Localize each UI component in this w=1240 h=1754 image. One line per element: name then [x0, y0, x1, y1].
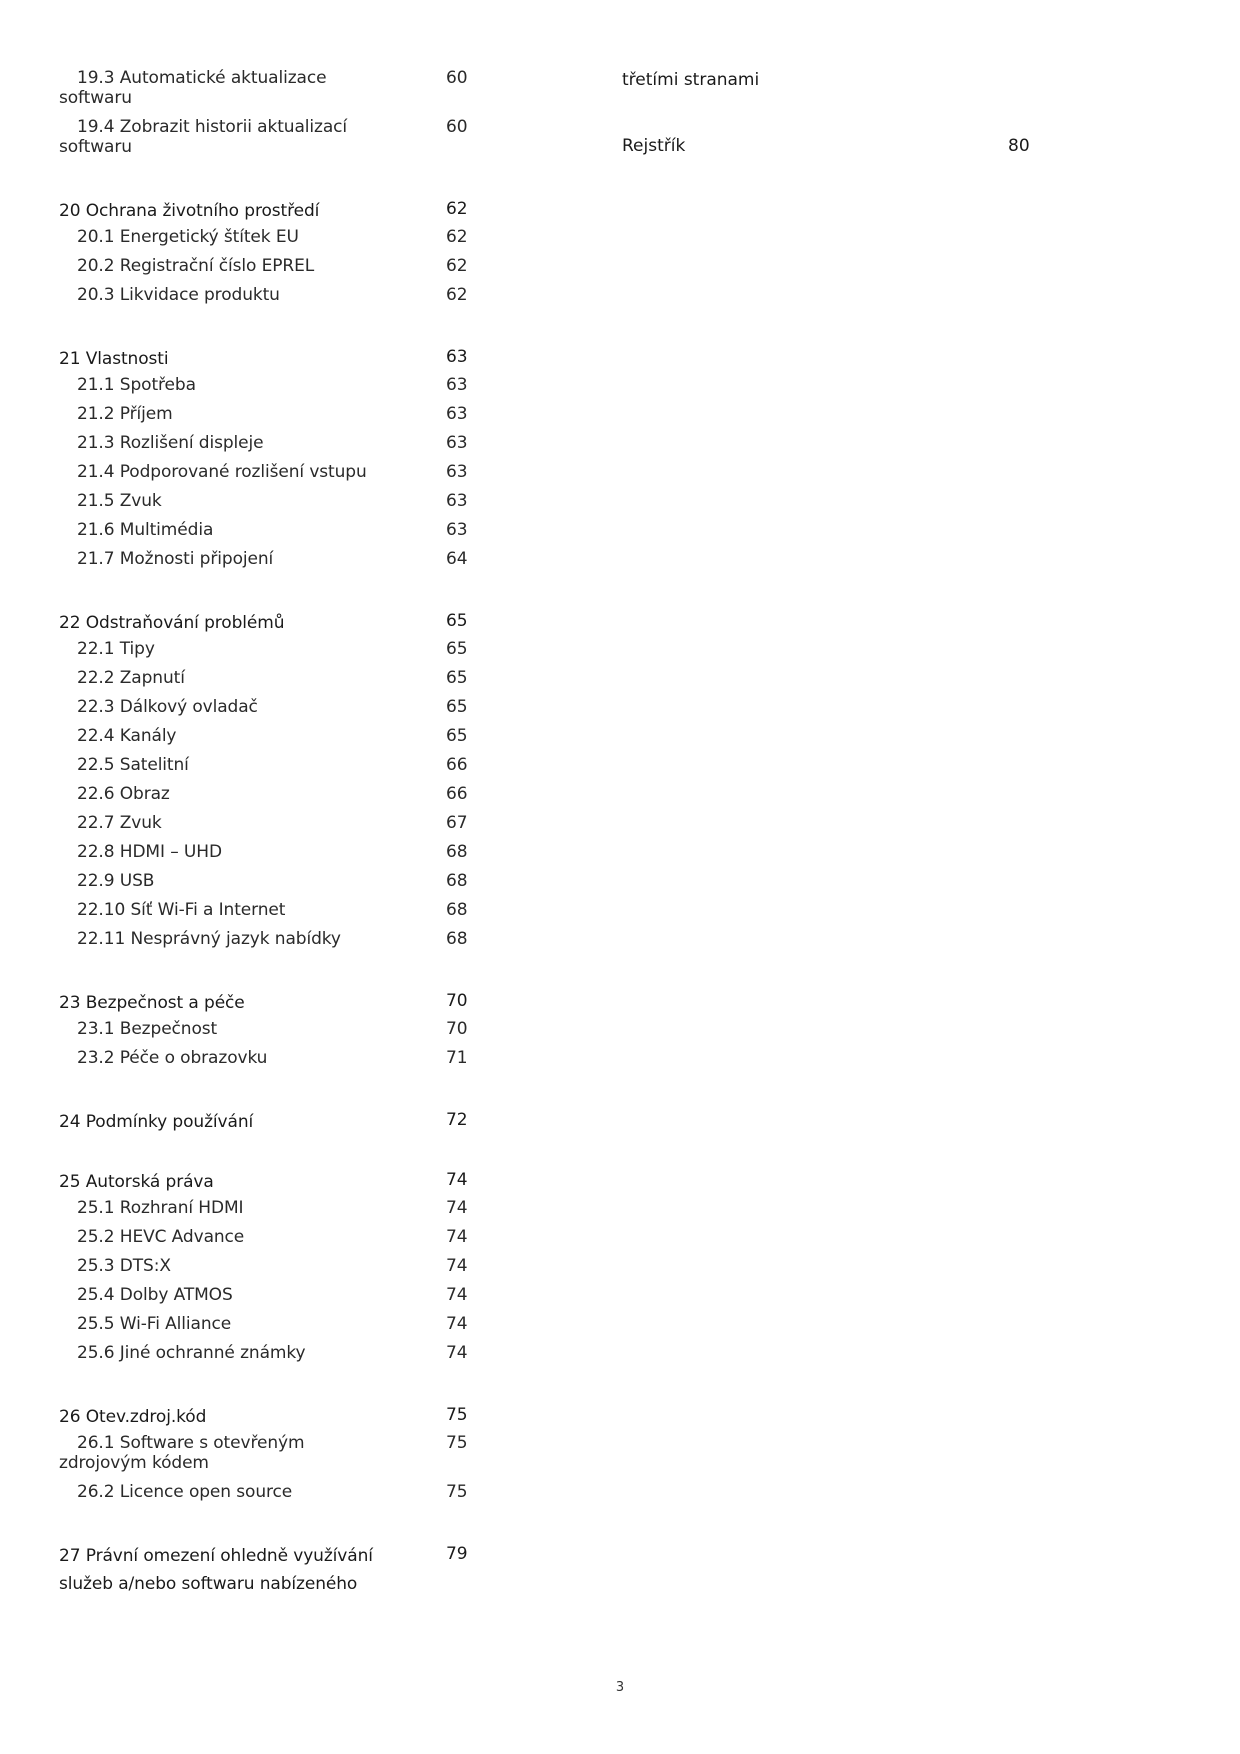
toc-entry[interactable] [59, 929, 479, 958]
toc-entry[interactable] [59, 462, 479, 491]
toc-chapter [59, 609, 479, 958]
toc-entry-page: 60 [446, 117, 468, 137]
toc-entry[interactable] [59, 900, 479, 929]
toc-entry[interactable] [59, 784, 479, 813]
toc-entry-title: 21.7 Možnosti připojení [77, 549, 274, 569]
toc-entry[interactable] [59, 813, 479, 842]
toc-entry-page: 65 [446, 697, 468, 717]
toc-chapter [59, 345, 479, 578]
toc-entry-title: 21.6 Multimédia [77, 520, 214, 540]
toc-entry-title: 20.3 Likvidace produktu [77, 285, 280, 305]
chapter-page-number: 63 [446, 347, 468, 367]
toc-index-entry[interactable] [622, 136, 1042, 160]
toc-entry[interactable] [59, 227, 479, 256]
toc-entry-title: 21.5 Zvuk [77, 491, 162, 511]
toc-entry[interactable] [59, 404, 479, 433]
toc-entry[interactable] [59, 68, 479, 117]
toc-entry-title: 22.11 Nesprávný jazyk nabídky [77, 929, 341, 949]
toc-entry[interactable] [59, 1019, 479, 1048]
toc-chapter-heading[interactable] [59, 1108, 479, 1132]
chapter-title: 21 Vlastnosti [59, 349, 169, 369]
toc-entry-title: 22.7 Zvuk [77, 813, 162, 833]
toc-entry-page: 63 [446, 491, 468, 511]
toc-entry[interactable] [59, 1343, 479, 1372]
toc-entry-title: 22.6 Obraz [77, 784, 170, 804]
toc-chapter-heading[interactable] [59, 197, 479, 221]
toc-entry-title: 19.4 Zobrazit historii aktualizací softwaru [59, 117, 348, 157]
toc-entry-title: 25.6 Jiné ochranné známky [77, 1343, 306, 1363]
toc-left-column [59, 68, 479, 1629]
toc-entry-title: 21.1 Spotřeba [77, 375, 196, 395]
toc-entry-page: 70 [446, 1019, 468, 1039]
toc-entry[interactable] [59, 639, 479, 668]
toc-entry-title: 26.1 Software s otevřeným zdrojovým kódem [59, 1433, 305, 1473]
toc-entry[interactable] [59, 1285, 479, 1314]
toc-chapter [59, 1168, 479, 1372]
toc-entry-title: 22.10 Síť Wi-Fi a Internet [77, 900, 286, 920]
toc-entry-page: 68 [446, 842, 468, 862]
toc-entry-title: 25.3 DTS:X [77, 1256, 171, 1276]
chapter-title: 26 Otev.zdroj.kód [59, 1407, 207, 1427]
toc-entry-page: 63 [446, 520, 468, 540]
toc-chapter-heading[interactable] [59, 989, 479, 1013]
toc-entry-page: 74 [446, 1343, 468, 1363]
toc-chapter-heading[interactable] [59, 1542, 479, 1598]
toc-entry[interactable] [59, 1482, 479, 1511]
toc-entry-page: 64 [446, 549, 468, 569]
toc-entry-title: 23.1 Bezpečnost [77, 1019, 218, 1039]
index-page-number: 80 [1008, 136, 1030, 156]
toc-entry-title: 20.2 Registrační číslo EPREL [77, 256, 315, 276]
toc-chapter [59, 989, 479, 1077]
toc-entry[interactable] [59, 1314, 479, 1343]
toc-chapter [59, 1403, 479, 1511]
toc-chapter [59, 1542, 479, 1598]
toc-entry[interactable] [59, 433, 479, 462]
toc-entry-page: 74 [446, 1256, 468, 1276]
toc-entry-title: 25.4 Dolby ATMOS [77, 1285, 233, 1305]
chapter-page-number: 70 [446, 991, 468, 1011]
toc-entry-title: 22.4 Kanály [77, 726, 177, 746]
toc-chapter-heading[interactable] [59, 609, 479, 633]
toc-chapter-heading[interactable] [59, 1168, 479, 1192]
toc-entry[interactable] [59, 117, 479, 166]
toc-entry[interactable] [59, 491, 479, 520]
toc-entry-title: 21.3 Rozlišení displeje [77, 433, 264, 453]
chapter-page-number: 65 [446, 611, 468, 631]
toc-entry[interactable] [59, 871, 479, 900]
chapter-title: 27 Právní omezení ohledně využívání služeb a/nebo softwaru nabízeného [59, 1546, 373, 1594]
toc-entry-page: 63 [446, 404, 468, 424]
toc-entry-page: 62 [446, 285, 468, 305]
toc-entry-page: 63 [446, 375, 468, 395]
toc-entry-page: 62 [446, 227, 468, 247]
toc-chapter-heading[interactable] [59, 345, 479, 369]
toc-entry-title: 20.1 Energetický štítek EU [77, 227, 299, 247]
toc-entry-page: 74 [446, 1198, 468, 1218]
toc-entry-title: 25.5 Wi-Fi Alliance [77, 1314, 232, 1334]
toc-entry-page: 67 [446, 813, 468, 833]
continued-chapter-title[interactable] [622, 70, 1042, 94]
toc-entry-title: 19.3 Automatické aktualizace softwaru [59, 68, 327, 108]
toc-chapter [59, 197, 479, 314]
toc-entry-page: 68 [446, 929, 468, 949]
toc-entry-page: 62 [446, 256, 468, 276]
toc-entry[interactable] [59, 668, 479, 697]
chapter-title: 25 Autorská práva [59, 1172, 214, 1192]
chapter-title: 24 Podmínky používání [59, 1112, 254, 1132]
toc-entry-title: 25.2 HEVC Advance [77, 1227, 245, 1247]
toc-entry-title: 21.2 Příjem [77, 404, 173, 424]
toc-entry-page: 63 [446, 433, 468, 453]
continued-title-text: třetími stranami [622, 70, 760, 90]
toc-chapter [59, 1108, 479, 1132]
toc-entry-title: 22.8 HDMI – UHD [77, 842, 222, 862]
toc-entry-title: 23.2 Péče o obrazovku [77, 1048, 268, 1068]
toc-entry-page: 63 [446, 462, 468, 482]
toc-entry-title: 22.3 Dálkový ovladač [77, 697, 258, 717]
toc-chapter-heading[interactable] [59, 1403, 479, 1427]
toc-entry[interactable] [59, 375, 479, 404]
toc-entry[interactable] [59, 549, 479, 578]
toc-continued-section [59, 68, 479, 166]
toc-entry[interactable] [59, 1198, 479, 1227]
toc-entry-page: 65 [446, 726, 468, 746]
chapter-page-number: 62 [446, 199, 468, 219]
toc-entry-title: 26.2 Licence open source [77, 1482, 293, 1502]
toc-entry[interactable] [59, 1433, 479, 1482]
chapter-page-number: 74 [446, 1170, 468, 1190]
toc-entry-title: 21.4 Podporované rozlišení vstupu [77, 462, 367, 482]
toc-entry[interactable] [59, 842, 479, 871]
chapter-page-number: 75 [446, 1405, 468, 1425]
toc-entry-title: 22.1 Tipy [77, 639, 155, 659]
toc-entry-title: 22.9 USB [77, 871, 155, 891]
chapter-page-number: 79 [446, 1544, 468, 1564]
toc-entry[interactable] [59, 697, 479, 726]
toc-right-column [622, 70, 1042, 160]
index-title: Rejstřík [622, 136, 686, 156]
toc-entry[interactable] [59, 256, 479, 285]
toc-entry-page: 65 [446, 639, 468, 659]
toc-entry-page: 60 [446, 68, 468, 88]
toc-entry-page: 71 [446, 1048, 468, 1068]
toc-entry-page: 68 [446, 900, 468, 920]
toc-entry-page: 75 [446, 1433, 468, 1453]
toc-entry-page: 74 [446, 1314, 468, 1334]
toc-entry[interactable] [59, 1227, 479, 1256]
toc-entry[interactable] [59, 726, 479, 755]
toc-entry[interactable] [59, 1256, 479, 1285]
chapter-title: 22 Odstraňování problémů [59, 613, 285, 633]
toc-entry[interactable] [59, 1048, 479, 1077]
toc-entry-title: 22.5 Satelitní [77, 755, 189, 775]
toc-entry[interactable] [59, 520, 479, 549]
toc-entry-page: 66 [446, 755, 468, 775]
toc-entry[interactable] [59, 285, 479, 314]
chapter-title: 20 Ochrana životního prostředí [59, 201, 320, 221]
chapter-page-number: 72 [446, 1110, 468, 1130]
toc-entry-page: 65 [446, 668, 468, 688]
toc-entry-page: 66 [446, 784, 468, 804]
toc-entry-title: 25.1 Rozhraní HDMI [77, 1198, 244, 1218]
chapter-title: 23 Bezpečnost a péče [59, 993, 245, 1013]
toc-entry-page: 75 [446, 1482, 468, 1502]
toc-entry-page: 74 [446, 1227, 468, 1247]
page-number: 3 [615, 1680, 625, 1695]
toc-entry-page: 74 [446, 1285, 468, 1305]
toc-entry-page: 68 [446, 871, 468, 891]
toc-entry-title: 22.2 Zapnutí [77, 668, 185, 688]
toc-entry[interactable] [59, 755, 479, 784]
